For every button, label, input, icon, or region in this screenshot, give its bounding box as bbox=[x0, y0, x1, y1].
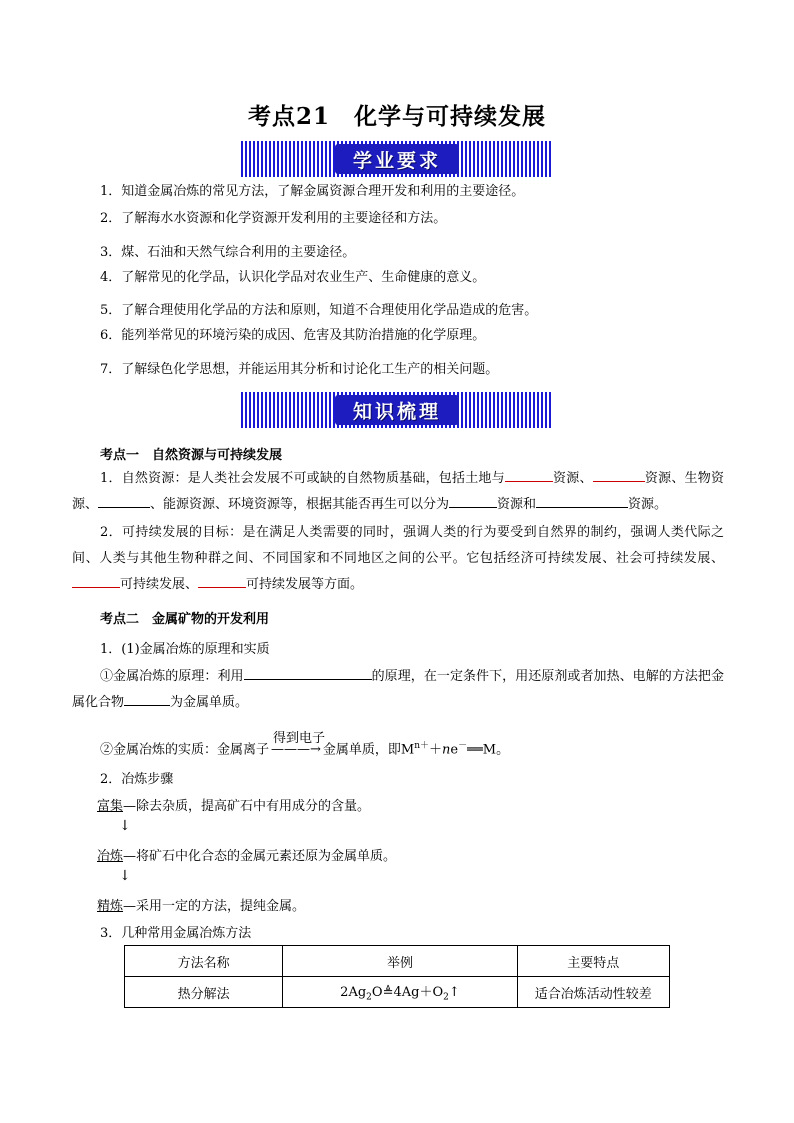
arrow-label: 得到电子 bbox=[273, 731, 326, 747]
requirement-2: 2．了解海水水资源和化学资源开发利用的主要途径和方法。 bbox=[100, 211, 447, 226]
banner-knowledge bbox=[241, 392, 553, 428]
step-refining: 精炼—采用一定的方法，提纯金属。 bbox=[97, 899, 306, 914]
blank-field[interactable] bbox=[505, 469, 553, 482]
step-smelting: 冶炼—将矿石中化合态的金属元素还原为金属单质。 bbox=[97, 849, 397, 864]
page-title: 考点21 化学与可持续发展 bbox=[247, 103, 546, 130]
blank-field[interactable] bbox=[72, 575, 120, 588]
table-header-cell: 方法名称 bbox=[125, 946, 283, 977]
table-cell-method: 热分解法 bbox=[125, 977, 283, 1008]
table-header-cell: 举例 bbox=[283, 946, 517, 977]
section1-heading: 考点一 自然资源与可持续发展 bbox=[100, 448, 283, 463]
smelting-principle: ①金属冶炼的原理：利用 的原理，在一定条件下，用还原剂或者加热、电解的方法把金属化合物 为金属单质。 bbox=[72, 669, 724, 710]
down-arrow-icon: ↓ bbox=[119, 818, 131, 834]
blank-field[interactable] bbox=[244, 667, 372, 680]
section2-sub2: 2．冶炼步骤 bbox=[100, 772, 174, 787]
step-enrichment: 富集—除去杂质，提高矿石中有用成分的含量。 bbox=[97, 799, 371, 814]
blank-field[interactable] bbox=[449, 495, 497, 508]
requirement-3: 3．煤、石油和天然气综合利用的主要途径。 bbox=[100, 245, 356, 260]
smelting-methods-table bbox=[124, 945, 670, 1008]
blank-field[interactable] bbox=[98, 495, 150, 508]
smelting-essence: ②金属冶炼的实质：金属离子 得到电子 ———→ 金属单质，即$M^{n+}+ne^-══M$。 bbox=[100, 738, 509, 757]
table-cell-example: $2Ag_2O≜4Ag+O_2↑$ bbox=[283, 977, 517, 1008]
requirement-7: 7．了解绿色化学思想，并能运用其分析和讨论化工生产的相关问题。 bbox=[100, 362, 499, 377]
table-cell-feature: 适合冶炼活动性较差 bbox=[517, 977, 669, 1008]
requirement-1: 1．知道金属冶炼的常见方法，了解金属资源合理开发和利用的主要途径。 bbox=[100, 184, 525, 199]
down-arrow-icon: ↓ bbox=[119, 868, 131, 884]
blank-field[interactable] bbox=[124, 693, 170, 706]
requirement-4: 4．了解常见的化学品，认识化学品对农业生产、生命健康的意义。 bbox=[100, 270, 486, 285]
section2-heading: 考点二 金属矿物的开发利用 bbox=[100, 612, 270, 627]
section2-sub3: 3．几种常用金属冶炼方法 bbox=[100, 926, 252, 941]
section1-paragraph1: 1．自然资源：是人类社会发展不可或缺的自然物质基础，包括土地与 资源、 资源、生物资源、 、能源资源、环境资源等，根据其能否再生可以分为 资源和 资源。 bbox=[72, 471, 724, 512]
table-row bbox=[125, 977, 670, 1008]
section1-paragraph2: 2．可持续发展的目标：是在满足人类需要的同时，强调人类的行为要受到自然界的制约，强调人类代际之间、人类与其他生物种群之间、不同国家和不同地区之间的公平。它包括经济可持续发展、社会可持续发展、可持续发展、 可持续发展等方面。 bbox=[72, 525, 724, 592]
table-header-cell: 主要特点 bbox=[517, 946, 669, 977]
banner-requirements-label: 学业要求 bbox=[335, 144, 459, 174]
section2-sub1: 1．(1)金属冶炼的原理和实质 bbox=[100, 642, 270, 657]
table-header-row bbox=[125, 946, 670, 977]
blank-field[interactable] bbox=[593, 469, 645, 482]
blank-field[interactable] bbox=[536, 495, 628, 508]
requirement-5: 5．了解合理使用化学品的方法和原则，知道不合理使用化学品造成的危害。 bbox=[100, 303, 538, 318]
banner-knowledge-label: 知识梳理 bbox=[335, 395, 459, 425]
blank-field[interactable] bbox=[198, 575, 246, 588]
reaction-arrow: 得到电子 ———→ bbox=[271, 742, 321, 757]
requirement-6: 6．能列举常见的环境污染的成因、危害及其防治措施的化学原理。 bbox=[100, 328, 486, 343]
banner-requirements bbox=[241, 141, 553, 177]
